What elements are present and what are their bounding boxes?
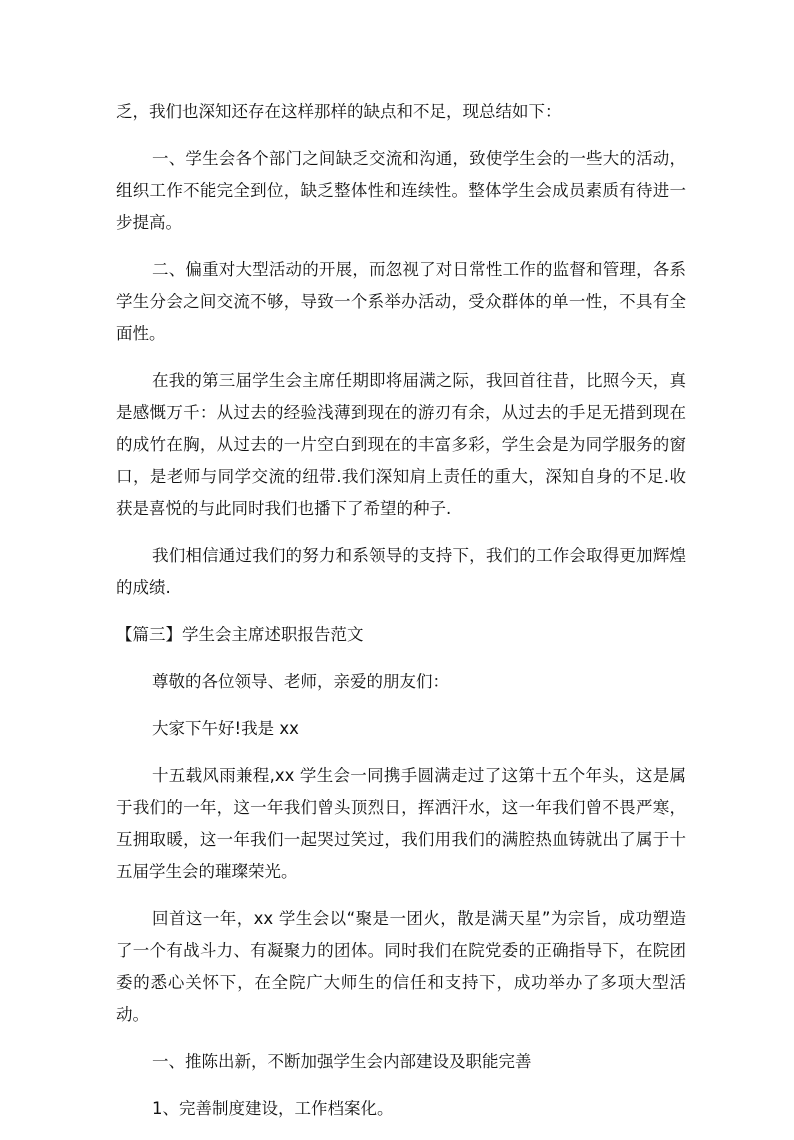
paragraph-shortcoming-two: 二、偏重对大型活动的开展，而忽视了对日常性工作的监督和管理，各系学生分会之间交流不够，导致一个系举办活动，受众群体的单一性，不具有全面性。 xyxy=(116,260,686,343)
paragraph-greeting: 大家下午好!我是 xx xyxy=(152,719,299,738)
document-body xyxy=(116,96,686,1140)
paragraph-subheading-one: 一、推陈出新，不断加强学生会内部建设及职能完善 xyxy=(152,1052,532,1071)
paragraph-shortcoming-one: 一、学生会各个部门之间缺乏交流和沟通，致使学生会的一些大的活动，组织工作不能完全到位，缺乏整体性和连续性。整体学生会成员素质有待进一步提高。 xyxy=(116,149,686,232)
paragraph-confidence: 我们相信通过我们的努力和系领导的支持下，我们的工作会取得更加辉煌的成绩. xyxy=(116,546,686,597)
paragraph-reflection: 在我的第三届学生会主席任期即将届满之际，我回首往昔，比照今天，真是感慨万千：从过去的经验浅薄到现在的游刃有余，从过去的手足无措到现在的成竹在胸，从过去的一片空白到现在的丰富多彩，学生会是为同学服务的窗口，是老师与同学交流的纽带.我们深知肩上责任的重大，深知自身的不足.收获是喜悦的与此同时我们也播下了希望的种子. xyxy=(116,371,686,518)
paragraph-item-one: 1、完善制度建设，工作档案化。 xyxy=(152,1099,394,1118)
paragraph-continuation: 乏，我们也深知还存在这样那样的缺点和不足，现总结如下： xyxy=(116,102,562,121)
section-heading: 【篇三】学生会主席述职报告范文 xyxy=(116,625,364,644)
paragraph-fifteen-years: 十五载风雨兼程,xx 学生会一同携手圆满走过了这第十五个年头，这是属于我们的一年，这一年我们曾头顶烈日，挥洒汗水，这一年我们曾不畏严寒，互拥取暖，这一年我们一起哭过笑过，我们用我们的满腔热血铸就出了属于十五届学生会的璀璨荣光。 xyxy=(116,766,686,881)
paragraph-salutation: 尊敬的各位领导、老师，亲爱的朋友们： xyxy=(152,672,449,691)
paragraph-looking-back: 回首这一年，xx 学生会以“聚是一团火，散是满天星”为宗旨，成功塑造了一个有战斗力、有凝聚力的团体。同时我们在院党委的正确指导下，在院团委的悉心关怀下，在全院广大师生的信任和支持下，成功举办了多项大型活动。 xyxy=(116,909,686,1024)
